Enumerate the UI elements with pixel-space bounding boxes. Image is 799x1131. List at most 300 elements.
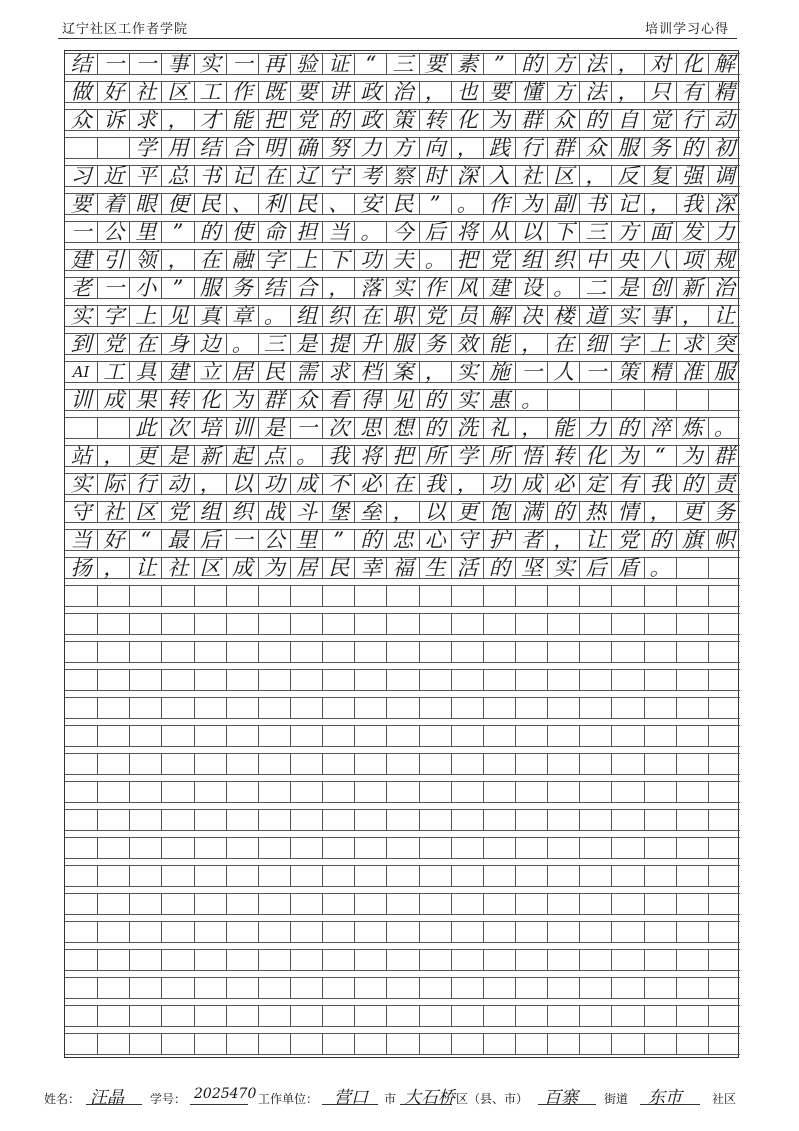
grid-cell: 党 xyxy=(290,109,322,131)
grid-cell: ， xyxy=(611,81,643,103)
grid-cell xyxy=(161,1005,193,1027)
grid-row xyxy=(65,949,738,971)
grid-cell xyxy=(161,1033,193,1055)
grid-cell: 的 xyxy=(419,417,451,439)
grid-cell xyxy=(547,725,579,747)
grid-cell xyxy=(483,921,515,943)
grid-cell xyxy=(290,893,322,915)
grid-cell: 能 xyxy=(226,109,258,131)
grid-cell: 从 xyxy=(483,221,515,243)
grid-cell: 起 xyxy=(226,445,258,467)
grid-cell: 章 xyxy=(226,305,258,327)
grid-cell: 复 xyxy=(644,165,676,187)
grid-cell xyxy=(676,641,708,663)
grid-row xyxy=(65,669,738,691)
grid-cell xyxy=(483,725,515,747)
grid-cell xyxy=(129,669,161,691)
grid-cell xyxy=(161,977,193,999)
grid-cell xyxy=(161,725,193,747)
grid-cell: 再 xyxy=(258,53,290,75)
grid-cell xyxy=(644,781,676,803)
grid-cell: 守 xyxy=(65,501,97,523)
grid-cell: 以 xyxy=(419,501,451,523)
grid-cell: 道 xyxy=(579,305,611,327)
grid-cell: 更 xyxy=(451,501,483,523)
grid-cell: 只 xyxy=(644,81,676,103)
grid-cell xyxy=(97,893,129,915)
grid-cell xyxy=(547,585,579,607)
grid-cell: 幸 xyxy=(354,557,386,579)
grid-row xyxy=(65,445,738,467)
grid-cell xyxy=(515,781,547,803)
grid-cell xyxy=(97,725,129,747)
grid-cell: ” xyxy=(419,193,451,215)
grid-cell: 总 xyxy=(161,165,193,187)
grid-cell xyxy=(547,893,579,915)
grid-cell xyxy=(611,893,643,915)
grid-cell xyxy=(258,585,290,607)
grid-cell xyxy=(451,977,483,999)
grid-cell xyxy=(290,753,322,775)
grid-cell: 要 xyxy=(65,193,97,215)
grid-cell xyxy=(644,585,676,607)
grid-cell: AI xyxy=(65,361,97,383)
grid-cell xyxy=(676,389,708,411)
grid-cell: 时 xyxy=(419,165,451,187)
grid-cell: 的 xyxy=(515,53,547,75)
grid-cell: 服 xyxy=(611,137,643,159)
grid-cell: 入 xyxy=(483,165,515,187)
grid-cell xyxy=(579,669,611,691)
grid-cell: 践 xyxy=(483,137,515,159)
grid-cell xyxy=(258,1005,290,1027)
grid-cell: ， xyxy=(419,81,451,103)
grid-cell: 方 xyxy=(611,221,643,243)
grid-cell xyxy=(386,977,418,999)
grid-cell xyxy=(354,669,386,691)
grid-cell: 织 xyxy=(547,249,579,271)
grid-cell xyxy=(386,725,418,747)
grid-cell: 看 xyxy=(322,389,354,411)
grid-row xyxy=(65,81,738,103)
grid-cell: 的 xyxy=(322,109,354,131)
grid-cell: 努 xyxy=(322,137,354,159)
grid-cell: 将 xyxy=(451,221,483,243)
grid-row xyxy=(65,193,738,215)
grid-cell xyxy=(290,697,322,719)
grid-cell: 饱 xyxy=(483,501,515,523)
city-underline xyxy=(322,1104,378,1105)
grid-cell xyxy=(322,781,354,803)
grid-cell: 务 xyxy=(708,501,740,523)
grid-cell: 字 xyxy=(611,333,643,355)
grid-cell: 向 xyxy=(419,137,451,159)
grid-cell: 为 xyxy=(611,445,643,467)
grid-cell: ， xyxy=(579,165,611,187)
grid-cell xyxy=(194,837,226,859)
grid-cell: 想 xyxy=(386,417,418,439)
grid-cell: 。 xyxy=(451,193,483,215)
grid-cell xyxy=(483,893,515,915)
grid-cell xyxy=(65,585,97,607)
grid-cell: 有 xyxy=(676,81,708,103)
grid-cell xyxy=(547,389,579,411)
grid-cell: 在 xyxy=(194,249,226,271)
grid-cell xyxy=(97,417,129,439)
grid-cell xyxy=(611,725,643,747)
grid-cell xyxy=(354,1033,386,1055)
grid-cell xyxy=(483,977,515,999)
grid-cell xyxy=(644,613,676,635)
grid-cell: 项 xyxy=(676,249,708,271)
grid-cell xyxy=(97,1033,129,1055)
grid-cell xyxy=(258,893,290,915)
grid-cell: 成 xyxy=(226,557,258,579)
grid-cell: 是 xyxy=(290,333,322,355)
grid-cell xyxy=(515,613,547,635)
grid-row xyxy=(65,781,738,803)
grid-row xyxy=(65,865,738,887)
grid-cell xyxy=(611,1033,643,1055)
grid-row xyxy=(65,893,738,915)
grid-cell xyxy=(354,809,386,831)
grid-cell xyxy=(322,1005,354,1027)
grid-cell: 组 xyxy=(194,501,226,523)
grid-cell xyxy=(419,865,451,887)
grid-row xyxy=(65,277,738,299)
name-value: 汪晶 xyxy=(90,1088,124,1108)
grid-cell: 、 xyxy=(226,193,258,215)
grid-cell xyxy=(676,781,708,803)
grid-cell xyxy=(161,809,193,831)
grid-cell: 。 xyxy=(258,305,290,327)
grid-cell: 点 xyxy=(258,445,290,467)
grid-cell xyxy=(194,781,226,803)
grid-cell: 治 xyxy=(386,81,418,103)
grid-cell: 必 xyxy=(547,473,579,495)
grid-cell: 群 xyxy=(515,109,547,131)
grid-cell xyxy=(290,585,322,607)
grid-cell xyxy=(258,949,290,971)
grid-cell: ， xyxy=(515,333,547,355)
grid-cell xyxy=(129,1005,161,1027)
grid-cell xyxy=(483,669,515,691)
grid-cell: 力 xyxy=(354,137,386,159)
grid-cell xyxy=(708,669,740,691)
institution-name: 辽宁社区工作者学院 xyxy=(62,22,189,37)
grid-cell: 档 xyxy=(354,361,386,383)
grid-cell xyxy=(419,837,451,859)
grid-cell xyxy=(451,781,483,803)
grid-cell xyxy=(290,977,322,999)
grid-cell xyxy=(676,921,708,943)
grid-cell: 居 xyxy=(290,557,322,579)
city-value: 营口 xyxy=(334,1088,368,1108)
grid-cell: 近 xyxy=(97,165,129,187)
grid-cell: 素 xyxy=(451,53,483,75)
grid-cell: 组 xyxy=(290,305,322,327)
grid-cell xyxy=(419,1005,451,1027)
grid-cell: 政 xyxy=(354,109,386,131)
grid-row xyxy=(65,557,738,579)
grid-cell: 社 xyxy=(515,165,547,187)
grid-cell: 上 xyxy=(290,249,322,271)
grid-cell: 结 xyxy=(65,53,97,75)
grid-cell: 决 xyxy=(515,305,547,327)
grid-cell xyxy=(194,613,226,635)
grid-row xyxy=(65,221,738,243)
grid-cell xyxy=(322,697,354,719)
grid-cell: 实 xyxy=(611,305,643,327)
grid-cell: 也 xyxy=(451,81,483,103)
grid-row xyxy=(65,697,738,719)
grid-cell: 法 xyxy=(579,81,611,103)
grid-cell: 服 xyxy=(386,333,418,355)
grid-cell: 转 xyxy=(419,109,451,131)
grid-row xyxy=(65,109,738,131)
grid-cell: 当 xyxy=(65,529,97,551)
grid-cell: 一 xyxy=(97,277,129,299)
grid-cell: 法 xyxy=(579,53,611,75)
grid-cell xyxy=(226,977,258,999)
grid-cell xyxy=(290,865,322,887)
grid-cell xyxy=(129,949,161,971)
grid-cell xyxy=(451,669,483,691)
grid-cell xyxy=(354,585,386,607)
grid-cell xyxy=(65,921,97,943)
grid-cell: 是 xyxy=(611,277,643,299)
grid-cell: 我 xyxy=(644,473,676,495)
grid-cell xyxy=(386,865,418,887)
grid-cell xyxy=(161,613,193,635)
page-header xyxy=(0,14,799,38)
grid-cell: 淬 xyxy=(644,417,676,439)
grid-cell xyxy=(258,725,290,747)
grid-cell: 实 xyxy=(386,277,418,299)
grid-cell xyxy=(419,585,451,607)
grid-cell: ， xyxy=(322,277,354,299)
grid-cell: 能 xyxy=(547,417,579,439)
grid-row xyxy=(65,473,738,495)
grid-cell: 化 xyxy=(579,445,611,467)
grid-cell: 当 xyxy=(322,221,354,243)
grid-cell: 新 xyxy=(676,277,708,299)
grid-cell xyxy=(129,697,161,719)
grid-cell: 福 xyxy=(386,557,418,579)
grid-cell xyxy=(65,417,97,439)
grid-cell xyxy=(611,865,643,887)
grid-cell xyxy=(708,613,740,635)
grid-cell xyxy=(708,697,740,719)
grid-cell xyxy=(708,1005,740,1027)
grid-cell: 一 xyxy=(515,361,547,383)
grid-cell: 细 xyxy=(579,333,611,355)
grid-cell xyxy=(644,865,676,887)
grid-cell: 党 xyxy=(97,333,129,355)
grid-cell: 旗 xyxy=(676,529,708,551)
writing-grid xyxy=(64,50,739,1058)
grid-cell xyxy=(547,697,579,719)
grid-cell: 转 xyxy=(547,445,579,467)
grid-cell: 解 xyxy=(483,305,515,327)
grid-cell: 使 xyxy=(226,221,258,243)
grid-cell xyxy=(386,641,418,663)
grid-cell: 学 xyxy=(129,137,161,159)
grid-cell: 下 xyxy=(547,221,579,243)
grid-cell xyxy=(194,1033,226,1055)
grid-cell xyxy=(547,641,579,663)
grid-cell: 在 xyxy=(129,333,161,355)
grid-cell: 发 xyxy=(676,221,708,243)
grid-cell: 精 xyxy=(708,81,740,103)
grid-cell: 悟 xyxy=(515,445,547,467)
grid-cell xyxy=(322,921,354,943)
grid-row xyxy=(65,305,738,327)
header-rule xyxy=(58,38,737,39)
grid-cell: 诉 xyxy=(97,109,129,131)
grid-cell xyxy=(644,921,676,943)
grid-cell xyxy=(258,837,290,859)
grid-cell: 公 xyxy=(258,529,290,551)
grid-cell xyxy=(65,837,97,859)
grid-cell xyxy=(644,837,676,859)
grid-cell xyxy=(451,949,483,971)
grid-cell: 三 xyxy=(386,53,418,75)
grid-cell xyxy=(322,837,354,859)
grid-cell xyxy=(515,1033,547,1055)
grid-cell xyxy=(65,1005,97,1027)
grid-cell xyxy=(97,1005,129,1027)
grid-cell xyxy=(708,837,740,859)
grid-cell: ， xyxy=(547,529,579,551)
grid-cell: 生 xyxy=(419,557,451,579)
grid-cell: 眼 xyxy=(129,193,161,215)
grid-cell xyxy=(644,809,676,831)
grid-cell: 利 xyxy=(258,193,290,215)
grid-cell xyxy=(161,641,193,663)
grid-cell xyxy=(258,977,290,999)
grid-cell: 在 xyxy=(258,165,290,187)
grid-cell xyxy=(386,781,418,803)
grid-cell xyxy=(547,1033,579,1055)
grid-cell: 众 xyxy=(579,137,611,159)
grid-cell xyxy=(515,585,547,607)
grid-cell: 工 xyxy=(97,361,129,383)
grid-cell: 得 xyxy=(354,389,386,411)
grid-cell: ， xyxy=(386,501,418,523)
grid-row xyxy=(65,921,738,943)
grid-cell xyxy=(644,893,676,915)
grid-cell xyxy=(194,697,226,719)
grid-cell xyxy=(708,557,740,579)
grid-cell: 字 xyxy=(97,305,129,327)
grid-cell xyxy=(226,725,258,747)
grid-cell: 深 xyxy=(451,165,483,187)
name-underline xyxy=(86,1104,142,1105)
grid-row xyxy=(65,389,738,411)
grid-cell xyxy=(354,641,386,663)
grid-cell xyxy=(579,921,611,943)
grid-cell xyxy=(483,641,515,663)
grid-cell xyxy=(129,585,161,607)
grid-cell xyxy=(97,641,129,663)
grid-cell xyxy=(579,585,611,607)
grid-cell: 学 xyxy=(451,445,483,467)
grid-cell: 为 xyxy=(676,445,708,467)
grid-row xyxy=(65,53,738,75)
grid-cell: 后 xyxy=(579,557,611,579)
grid-cell: 一 xyxy=(226,53,258,75)
grid-cell: 化 xyxy=(451,109,483,131)
grid-cell xyxy=(161,585,193,607)
grid-cell: 必 xyxy=(354,473,386,495)
grid-cell: 心 xyxy=(419,529,451,551)
grid-cell xyxy=(676,669,708,691)
grid-cell: “ xyxy=(354,53,386,75)
name-label: 姓名： xyxy=(44,1092,81,1106)
grid-cell xyxy=(547,613,579,635)
grid-row xyxy=(65,501,738,523)
grid-cell: 训 xyxy=(226,417,258,439)
grid-cell xyxy=(676,809,708,831)
grid-cell: 着 xyxy=(97,193,129,215)
grid-cell xyxy=(579,613,611,635)
grid-cell xyxy=(611,585,643,607)
grid-cell: 有 xyxy=(611,473,643,495)
grid-cell: 求 xyxy=(129,109,161,131)
grid-cell: 员 xyxy=(451,305,483,327)
grid-cell: 习 xyxy=(65,165,97,187)
grid-cell xyxy=(676,893,708,915)
grid-cell: 公 xyxy=(97,221,129,243)
grid-cell: 政 xyxy=(354,81,386,103)
grid-cell xyxy=(322,865,354,887)
grid-cell xyxy=(547,837,579,859)
grid-row xyxy=(65,725,738,747)
grid-cell: 的 xyxy=(483,557,515,579)
grid-cell: 的 xyxy=(194,221,226,243)
grid-cell xyxy=(226,1033,258,1055)
grid-cell: 的 xyxy=(547,501,579,523)
grid-cell xyxy=(708,641,740,663)
grid-cell: 培 xyxy=(194,417,226,439)
grid-cell xyxy=(708,977,740,999)
grid-cell xyxy=(161,753,193,775)
grid-cell: 方 xyxy=(547,81,579,103)
grid-cell: 见 xyxy=(161,305,193,327)
community-underline xyxy=(640,1104,700,1105)
grid-cell xyxy=(611,1005,643,1027)
grid-cell xyxy=(708,753,740,775)
grid-cell: ， xyxy=(451,473,483,495)
grid-cell: ， xyxy=(611,53,643,75)
grid-cell xyxy=(226,753,258,775)
grid-cell: 让 xyxy=(129,557,161,579)
grid-cell xyxy=(161,949,193,971)
grid-cell xyxy=(65,865,97,887)
grid-cell: 把 xyxy=(451,249,483,271)
grid-cell xyxy=(322,753,354,775)
grid-cell xyxy=(258,697,290,719)
grid-cell: 二 xyxy=(579,277,611,299)
grid-cell xyxy=(676,697,708,719)
grid-cell: 务 xyxy=(226,277,258,299)
grid-cell: 此 xyxy=(129,417,161,439)
grid-cell: 社 xyxy=(97,501,129,523)
grid-cell: 群 xyxy=(258,389,290,411)
grid-cell: 功 xyxy=(483,473,515,495)
grid-cell xyxy=(611,697,643,719)
